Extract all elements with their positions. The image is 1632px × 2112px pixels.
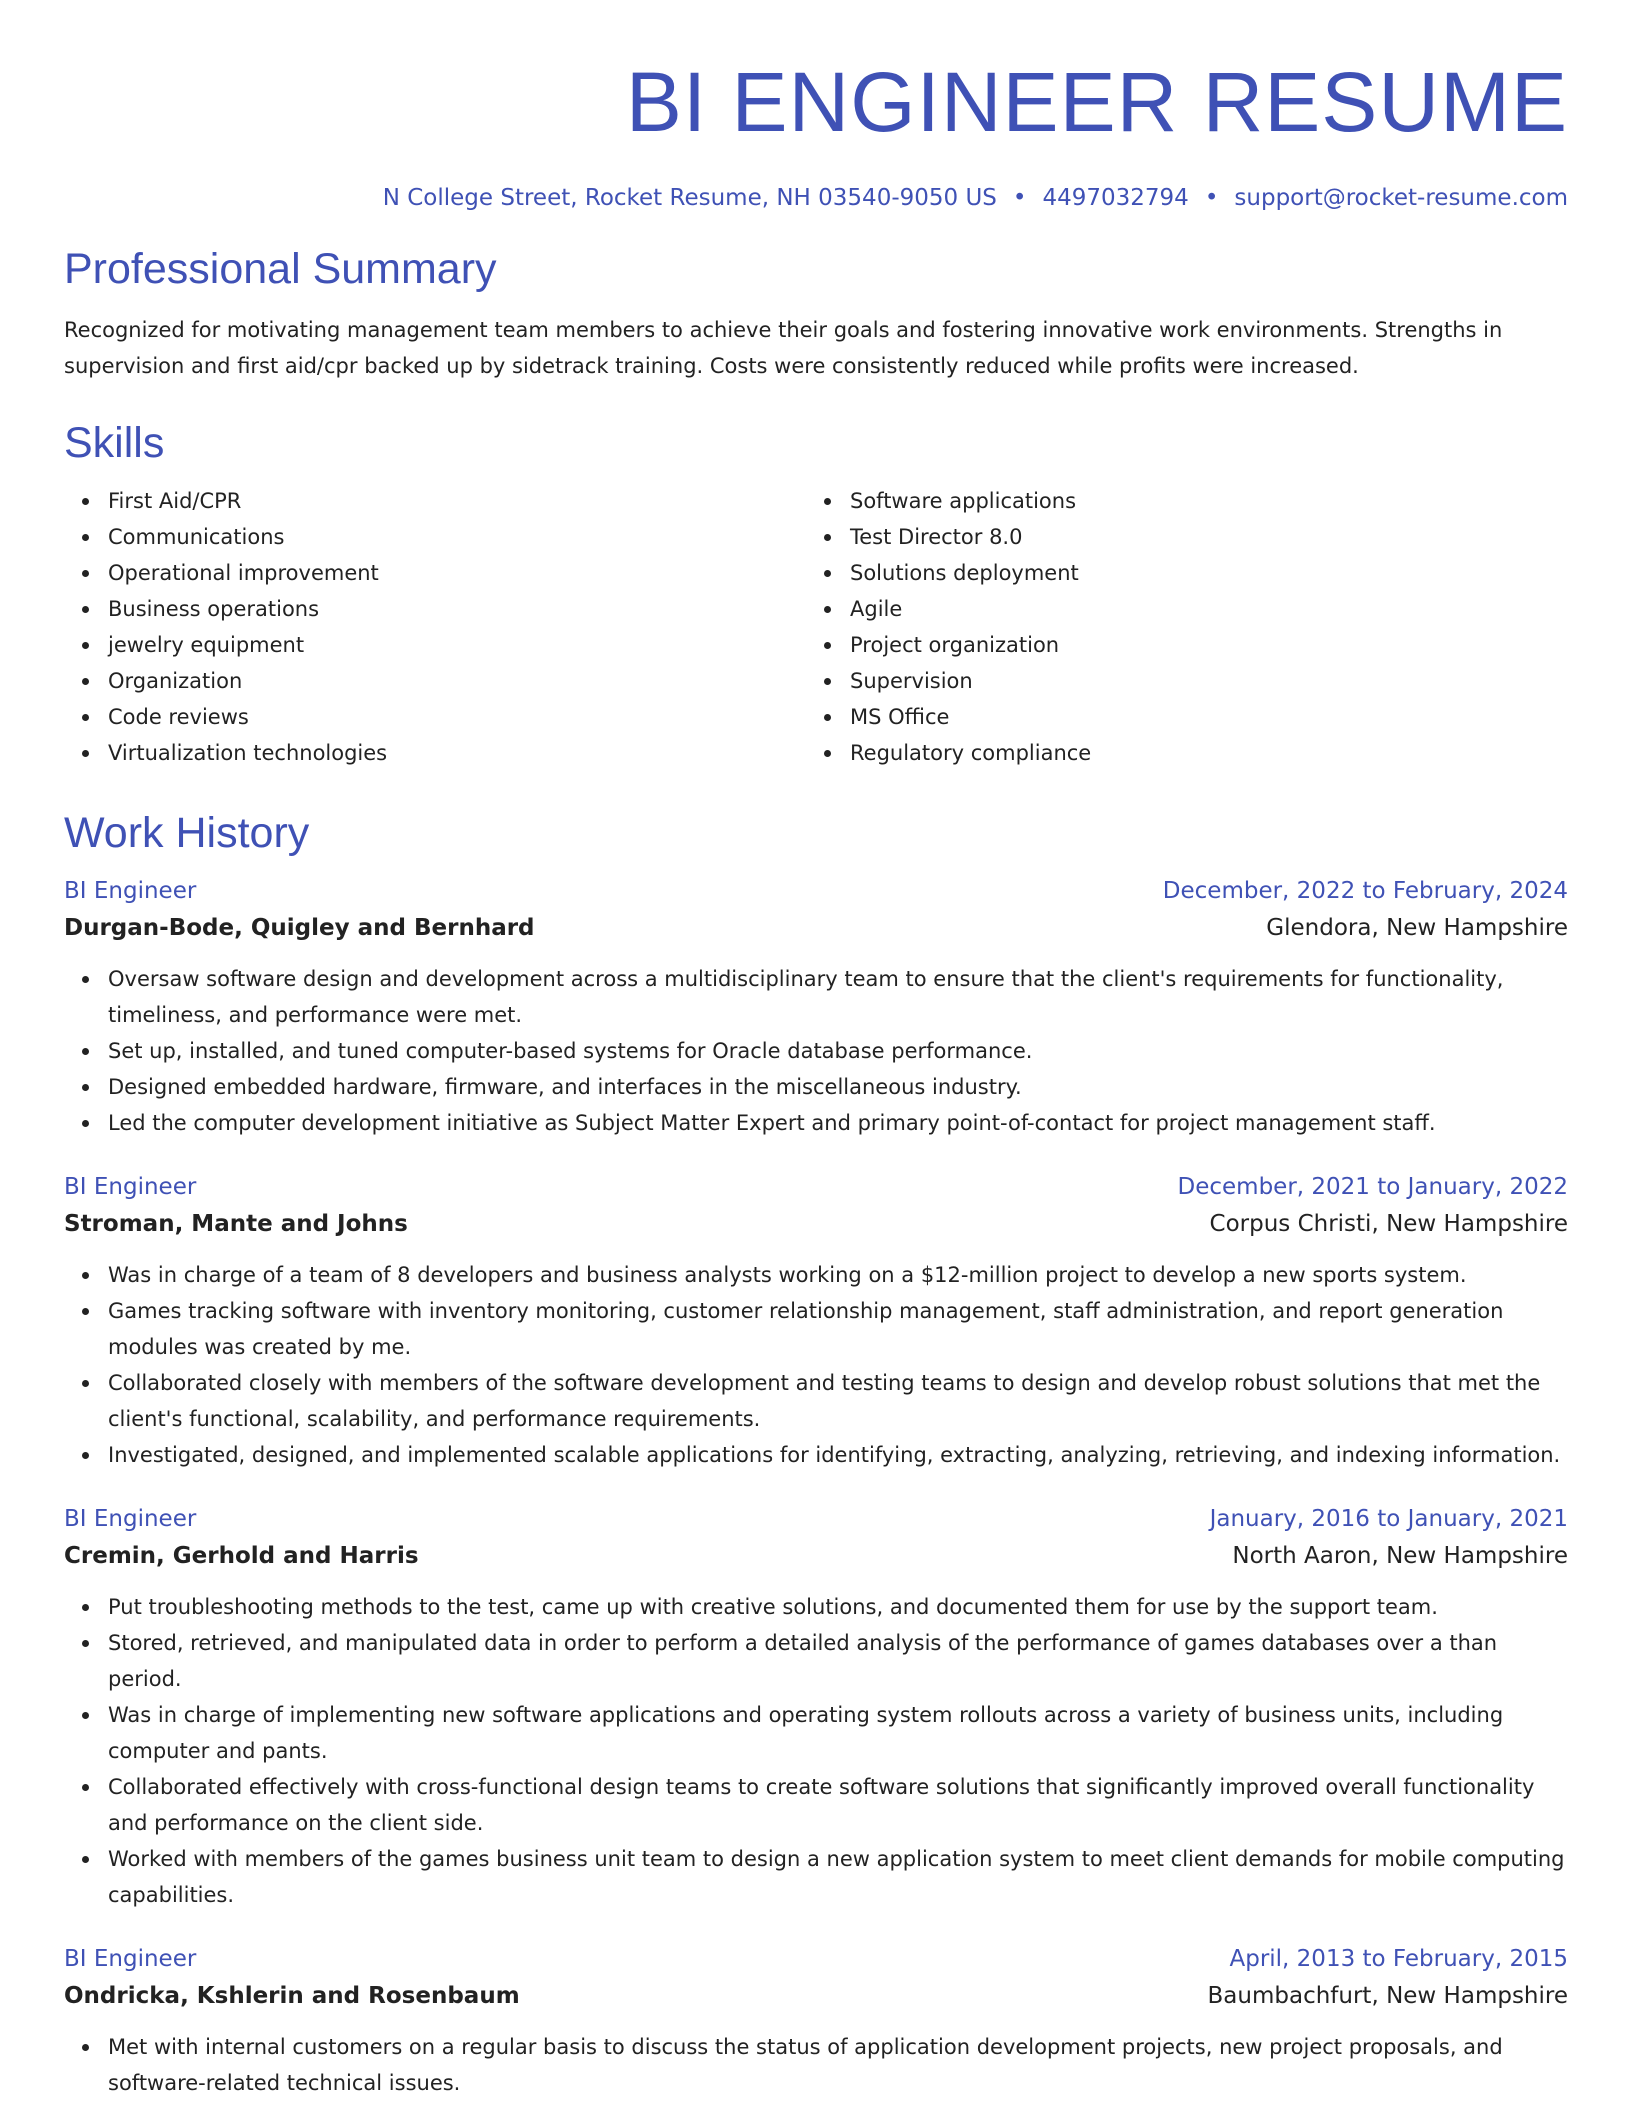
job-company-row <box>64 909 1568 947</box>
job-bullet: Met with internal customers on a regular basis to discuss the status of application development projects, new project proposals, and software-related technical issues. <box>108 2029 1568 2101</box>
job-bullet: Led the computer development initiative as Subject Matter Expert and primary point-of-contact for project management staff. <box>108 1105 1568 1141</box>
skills-column-right <box>806 483 1548 771</box>
skills-column-left <box>64 483 806 771</box>
job-bullets <box>64 1257 1568 1473</box>
contact-separator: • <box>1012 185 1027 211</box>
job-bullet: Worked with members of the games business unit team to design a new application system to meet client demands for mobile computing capabilities. <box>108 1841 1568 1913</box>
job-location: Glendora, New Hampshire <box>1266 915 1568 941</box>
job-bullet: Was in charge of a team of 8 developers and business analysts working on a $12-million project to develop a new sports system. <box>108 1257 1568 1293</box>
job-bullet: Investigated, designed, and implemented scalable applications for identifying, extracting, analyzing, retrieving, and indexing information. <box>108 1437 1568 1473</box>
skills-grid <box>64 483 1568 771</box>
work-history-section <box>64 805 1568 2101</box>
skills-section <box>64 415 1568 771</box>
skills-list-left <box>64 483 806 771</box>
skill-item: Project organization <box>850 627 1548 663</box>
job-bullets <box>64 961 1568 1141</box>
skills-heading: Skills <box>64 419 165 467</box>
job-company-row <box>64 1977 1568 2015</box>
job-title-row <box>64 873 1568 909</box>
skill-item: Communications <box>108 519 806 555</box>
contact-line <box>64 182 1568 214</box>
job-title: BI Engineer <box>64 1174 197 1200</box>
job-dates: January, 2016 to January, 2021 <box>1209 1506 1568 1532</box>
skill-item: Operational improvement <box>108 555 806 591</box>
skill-item: Organization <box>108 663 806 699</box>
skill-item: Solutions deployment <box>850 555 1548 591</box>
skill-item: jewelry equipment <box>108 627 806 663</box>
skill-item: First Aid/CPR <box>108 483 806 519</box>
job-company: Ondricka, Kshlerin and Rosenbaum <box>64 1983 520 2009</box>
skill-item: Business operations <box>108 591 806 627</box>
job-title-row <box>64 1941 1568 1977</box>
job-bullet: Set up, installed, and tuned computer-based systems for Oracle database performance. <box>108 1033 1568 1069</box>
job-company-row <box>64 1205 1568 1243</box>
contact-phone: 4497032794 <box>1042 185 1189 211</box>
job-title-row <box>64 1169 1568 1205</box>
job-title-row <box>64 1501 1568 1537</box>
skills-list-right <box>806 483 1548 771</box>
job-entry <box>64 873 1568 1141</box>
skill-item: Software applications <box>850 483 1548 519</box>
job-title: BI Engineer <box>64 878 197 904</box>
job-dates: December, 2021 to January, 2022 <box>1177 1174 1568 1200</box>
resume-title: BI ENGINEER RESUME <box>625 55 1568 149</box>
job-bullet: Collaborated closely with members of the software development and testing teams to design and develop robust solutions that met the client's functional, scalability, and performance requirements. <box>108 1365 1568 1437</box>
job-bullet: Was in charge of implementing new software applications and operating system rollouts across a variety of business units, including computer and pants. <box>108 1697 1568 1769</box>
skill-item: MS Office <box>850 699 1548 735</box>
job-bullets <box>64 1589 1568 1913</box>
job-company-row <box>64 1537 1568 1575</box>
skill-item: Code reviews <box>108 699 806 735</box>
job-location: North Aaron, New Hampshire <box>1232 1543 1568 1569</box>
skill-item: Agile <box>850 591 1548 627</box>
summary-text: Recognized for motivating management team members to achieve their goals and fostering innovative work environments. Strengths in supervision and first aid/cpr backed up by sidetrack training. Costs were consistently reduced while profits were increased. <box>64 318 1503 378</box>
job-bullet: Collaborated effectively with cross-functional design teams to create software solutions that significantly improved overall functionality and performance on the client side. <box>108 1769 1568 1841</box>
job-bullet: Games tracking software with inventory monitoring, customer relationship management, staff administration, and report generation modules was created by me. <box>108 1293 1568 1365</box>
job-company: Cremin, Gerhold and Harris <box>64 1543 419 1569</box>
job-bullet: Designed embedded hardware, firmware, and interfaces in the miscellaneous industry. <box>108 1069 1568 1105</box>
job-bullet: Stored, retrieved, and manipulated data in order to perform a detailed analysis of the performance of games databases over a than period. <box>108 1625 1568 1697</box>
skill-item: Test Director 8.0 <box>850 519 1548 555</box>
skill-item: Virtualization technologies <box>108 735 806 771</box>
job-title: BI Engineer <box>64 1946 197 1972</box>
job-dates: April, 2013 to February, 2015 <box>1229 1946 1568 1972</box>
job-entry <box>64 1501 1568 1913</box>
job-location: Corpus Christi, New Hampshire <box>1209 1211 1568 1237</box>
skill-item: Regulatory compliance <box>850 735 1548 771</box>
job-bullet: Put troubleshooting methods to the test, came up with creative solutions, and documented them for use by the support team. <box>108 1589 1568 1625</box>
contact-separator: • <box>1204 185 1219 211</box>
job-bullet: Oversaw software design and development across a multidisciplinary team to ensure that the client's requirements for functionality, timeliness, and performance were met. <box>108 961 1568 1033</box>
work-history-heading: Work History <box>64 809 310 857</box>
job-company: Durgan-Bode, Quigley and Bernhard <box>64 915 535 941</box>
contact-address: N College Street, Rocket Resume, NH 03540-9050 US <box>382 185 997 211</box>
job-entry <box>64 1941 1568 2101</box>
job-bullets <box>64 2029 1568 2101</box>
summary-heading: Professional Summary <box>64 245 497 293</box>
job-company: Stroman, Mante and Johns <box>64 1211 408 1237</box>
summary-section <box>64 241 1568 384</box>
job-location: Baumbachfurt, New Hampshire <box>1207 1983 1568 2009</box>
contact-email[interactable]: support@rocket-resume.com <box>1234 185 1568 211</box>
job-title: BI Engineer <box>64 1506 197 1532</box>
job-dates: December, 2022 to February, 2024 <box>1162 878 1568 904</box>
job-entry <box>64 1169 1568 1473</box>
skill-item: Supervision <box>850 663 1548 699</box>
job-list <box>64 873 1568 2101</box>
